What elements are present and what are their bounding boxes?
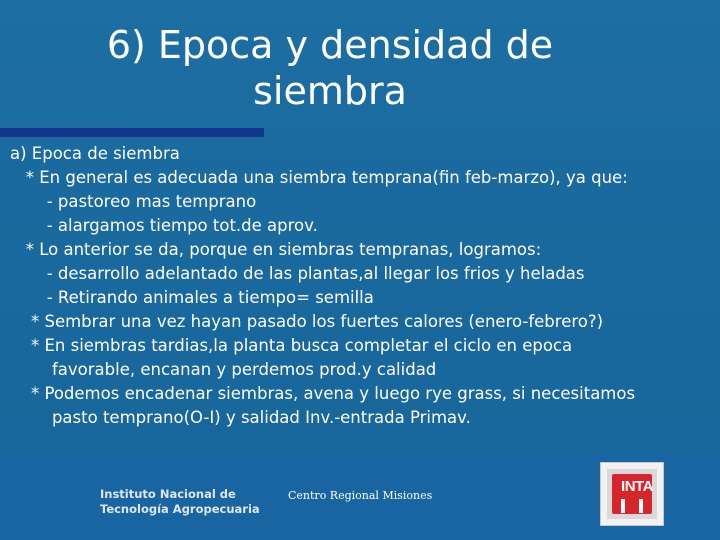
body-line: - pastoreo mas temprano — [10, 192, 257, 211]
title-underline-bar — [0, 128, 264, 137]
title-line-2: siembra — [253, 69, 407, 113]
inta-logo — [600, 462, 664, 526]
logo-text: INTA — [621, 478, 653, 495]
regional-center-label: Centro Regional Misiones — [288, 489, 433, 502]
body-line: - Retirando animales a tiempo= semilla — [10, 288, 374, 307]
slide-body — [10, 142, 710, 430]
body-line: * Sembrar una vez hayan pasado los fuertes calores (enero-febrero?) — [10, 312, 604, 331]
body-line: favorable, encanan y perdemos prod.y calidad — [10, 360, 437, 379]
institution-name-line-1: Instituto Nacional de — [100, 487, 236, 501]
body-line: * Podemos encadenar siembras, avena y luego rye grass, si necesitamos — [10, 384, 636, 403]
body-line: - alargamos tiempo tot.de aprov. — [10, 216, 318, 235]
slide-title — [60, 22, 600, 114]
logo-frame — [607, 469, 657, 519]
body-line: a) Epoca de siembra — [10, 144, 180, 163]
institution-name — [100, 487, 300, 517]
body-line: * En siembras tardias,la planta busca completar el ciclo en epoca — [10, 336, 573, 355]
title-line-1: 6) Epoca y densidad de — [106, 23, 554, 67]
body-line: - desarrollo adelantado de las plantas,al llegar los frios y heladas — [10, 264, 585, 283]
body-line: pasto temprano(O-I) y salidad Inv.-entrada Primav. — [10, 408, 471, 427]
body-line: * Lo anterior se da, porque en siembras tempranas, logramos: — [10, 240, 542, 259]
logo-red-square — [612, 474, 652, 514]
logo-bars-icon — [621, 499, 643, 513]
institution-name-line-2: Tecnología Agropecuaria — [100, 502, 260, 516]
body-line: * En general es adecuada una siembra temprana(fin feb-marzo), ya que: — [10, 168, 628, 187]
